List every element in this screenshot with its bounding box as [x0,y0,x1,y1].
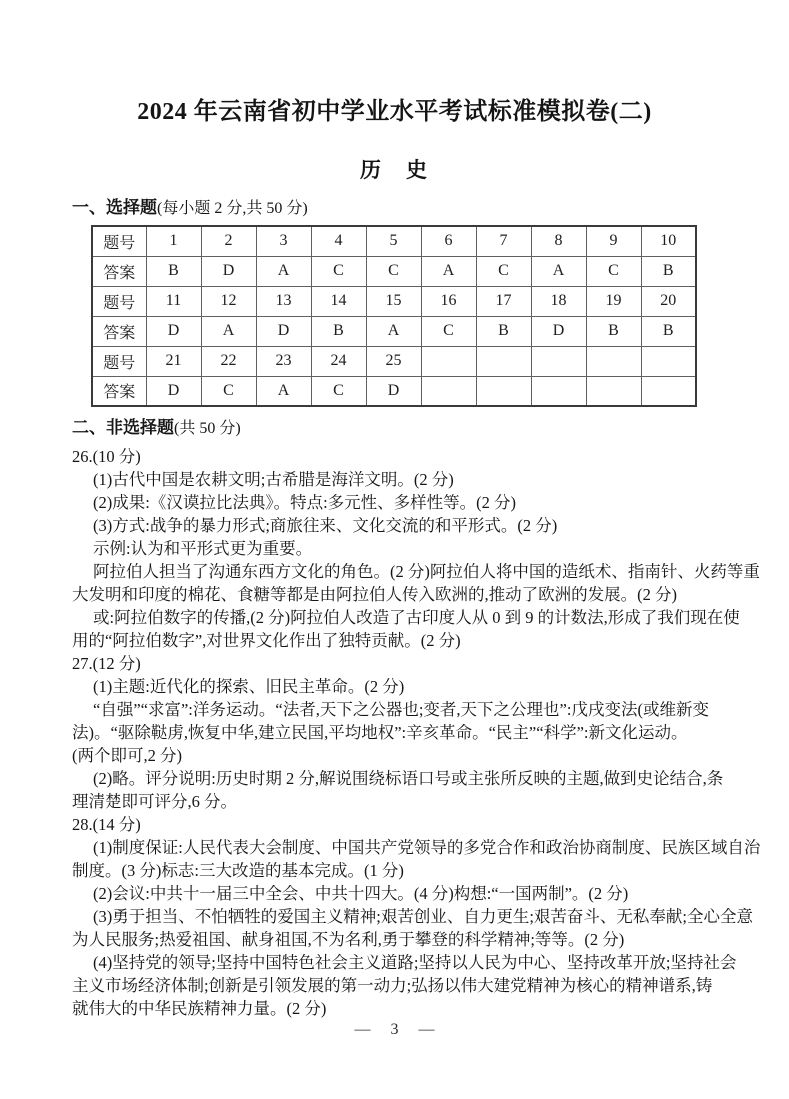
answer-table-row [92,316,696,346]
answer-cell: B [641,316,696,346]
page-title: 2024 年云南省初中学业水平考试标准模拟卷(二) [137,99,652,125]
answer-line: 或:阿拉伯数字的传播,(2 分)阿拉伯人改造了古印度人从 0 到 9 的计数法,形成了我们现在使 [93,608,740,627]
answer-cell: B [586,316,641,346]
answer-line: 示例:认为和平形式更为重要。 [93,539,313,558]
answer-line: 制度。(3 分)标志:三大改造的基本完成。(1 分) [72,861,404,880]
answer-line: 26.(10 分) [72,447,141,466]
answer-cell [421,376,476,406]
answer-line: (1)主题:近代化的探索、旧民主革命。(2 分) [93,677,405,696]
answer-line: (1)古代中国是农耕文明;古希腊是海洋文明。(2 分) [93,470,454,489]
answer-line: (两个即可,2 分) [72,746,182,765]
answer-cell: A [201,316,256,346]
answer-cell: C [311,256,366,286]
answer-cell: C [586,256,641,286]
answer-cell: D [256,316,311,346]
answer-cell: A [421,256,476,286]
answer-cell [531,376,586,406]
page-content [72,197,761,1020]
answer-table [91,225,697,407]
answer-cell: 13 [256,286,311,316]
answer-table-body [92,226,696,406]
answer-cell: B [641,256,696,286]
answer-cell: 25 [366,346,421,376]
answer-cell: 2 [201,226,256,256]
answer-cell: 8 [531,226,586,256]
answer-cell: 7 [476,226,531,256]
section1-heading-label: 一、选择题 [72,198,157,217]
answer-cell: 10 [641,226,696,256]
answer-cell: 24 [311,346,366,376]
answer-cell: 12 [201,286,256,316]
answer-cell: D [531,316,586,346]
answer-table-row [92,346,696,376]
answer-cell: 16 [421,286,476,316]
answer-cell: C [366,256,421,286]
answer-cell: A [256,376,311,406]
answer-cell: 3 [256,226,311,256]
answer-cell: C [201,376,256,406]
answer-cell: A [256,256,311,286]
row-label: 答案 [92,376,146,406]
answer-line: 大发明和印度的棉花、食糖等都是由阿拉伯人传入欧洲的,推动了欧洲的发展。(2 分) [72,585,677,604]
answer-line: (1)制度保证:人民代表大会制度、中国共产党领导的多党合作和政治协商制度、民族区域自治 [93,838,761,857]
answer-line: 理清楚即可评分,6 分。 [72,792,237,811]
answer-cell: 9 [586,226,641,256]
answer-cell [476,346,531,376]
answer-table-row [92,256,696,286]
answer-cell: D [146,316,201,346]
answer-cell [476,376,531,406]
section1-heading-note: (每小题 2 分,共 50 分) [157,200,308,217]
answer-cell: D [146,376,201,406]
answer-cell: A [531,256,586,286]
answer-line: 用的“阿拉伯数字”,对世界文化作出了独特贡献。(2 分) [72,631,461,650]
answer-cell: B [146,256,201,286]
answer-cell: 11 [146,286,201,316]
row-label: 题号 [92,226,146,256]
answer-line: (2)略。评分说明:历史时期 2 分,解说围绕标语口号或主张所反映的主题,做到史论结合,条 [93,769,724,788]
answer-table-row [92,226,696,256]
answer-line: (3)勇于担当、不怕牺牲的爱国主义精神;艰苦创业、自力更生;艰苦奋斗、无私奉献;全心全意 [93,907,753,926]
answer-cell: 14 [311,286,366,316]
row-label: 答案 [92,316,146,346]
row-label: 题号 [92,286,146,316]
row-label: 答案 [92,256,146,286]
answer-cell: 18 [531,286,586,316]
answer-cell: 5 [366,226,421,256]
answer-line: 阿拉伯人担当了沟通东西方文化的角色。(2 分)阿拉伯人将中国的造纸术、指南针、火药等重 [93,562,760,581]
answer-cell [641,346,696,376]
section1-heading [72,197,719,220]
answer-table-row [92,286,696,316]
answer-table-row [92,376,696,406]
answer-cell: D [366,376,421,406]
page-number: — 3 — [354,1021,435,1038]
answer-line: 28.(14 分) [72,815,141,834]
answer-cell [586,376,641,406]
answer-line: (3)方式:战争的暴力形式;商旅往来、文化交流的和平形式。(2 分) [93,516,558,535]
answer-cell: 1 [146,226,201,256]
answer-line: 法)。“驱除鞑虏,恢复中华,建立民国,平均地权”:辛亥革命。“民主”“科学”:新文化运动。 [72,723,688,742]
answer-cell [586,346,641,376]
answer-line: 就伟大的中华民族精神力量。(2 分) [72,999,327,1018]
answer-cell: 23 [256,346,311,376]
answer-cell: 4 [311,226,366,256]
answer-cell [421,346,476,376]
answer-cell: 6 [421,226,476,256]
answer-line: (2)成果:《汉谟拉比法典》。特点:多元性、多样性等。(2 分) [93,493,517,512]
answer-cell: D [201,256,256,286]
section2-heading-label: 二、非选择题 [72,418,174,437]
answer-line: 主义市场经济体制;创新是引领发展的第一动力;弘扬以伟大建党精神为核心的精神谱系,铸 [72,976,713,995]
answer-cell: 21 [146,346,201,376]
answer-line: 为人民服务;热爱祖国、献身祖国,不为名利,勇于攀登的科学精神;等等。(2 分) [72,930,625,949]
subject-title: 历 史 [360,158,429,182]
answer-cell: B [311,316,366,346]
answer-cell: 22 [201,346,256,376]
answer-lines [72,445,761,1020]
row-label: 题号 [92,346,146,376]
answer-cell [531,346,586,376]
answer-line: 27.(12 分) [72,654,141,673]
answer-cell: B [476,316,531,346]
answer-cell: 19 [586,286,641,316]
answer-cell: 20 [641,286,696,316]
answer-line: (4)坚持党的领导;坚持中国特色社会主义道路;坚持以人民为中心、坚持改革开放;坚持社会 [93,953,737,972]
answer-cell: 15 [366,286,421,316]
answer-cell: C [311,376,366,406]
section2-heading-note: (共 50 分) [174,420,241,437]
answer-line: “自强”“求富”:洋务运动。“法者,天下之公器也;变者,天下之公理也”:戊戌变法(或维新变 [93,700,709,719]
answer-cell: C [421,316,476,346]
answer-cell: C [476,256,531,286]
section2-heading [72,417,719,440]
answer-cell: 17 [476,286,531,316]
answer-cell: A [366,316,421,346]
answer-cell [641,376,696,406]
answer-line: (2)会议:中共十一届三中全会、中共十四大。(4 分)构想:“一国两制”。(2 分) [93,884,629,903]
